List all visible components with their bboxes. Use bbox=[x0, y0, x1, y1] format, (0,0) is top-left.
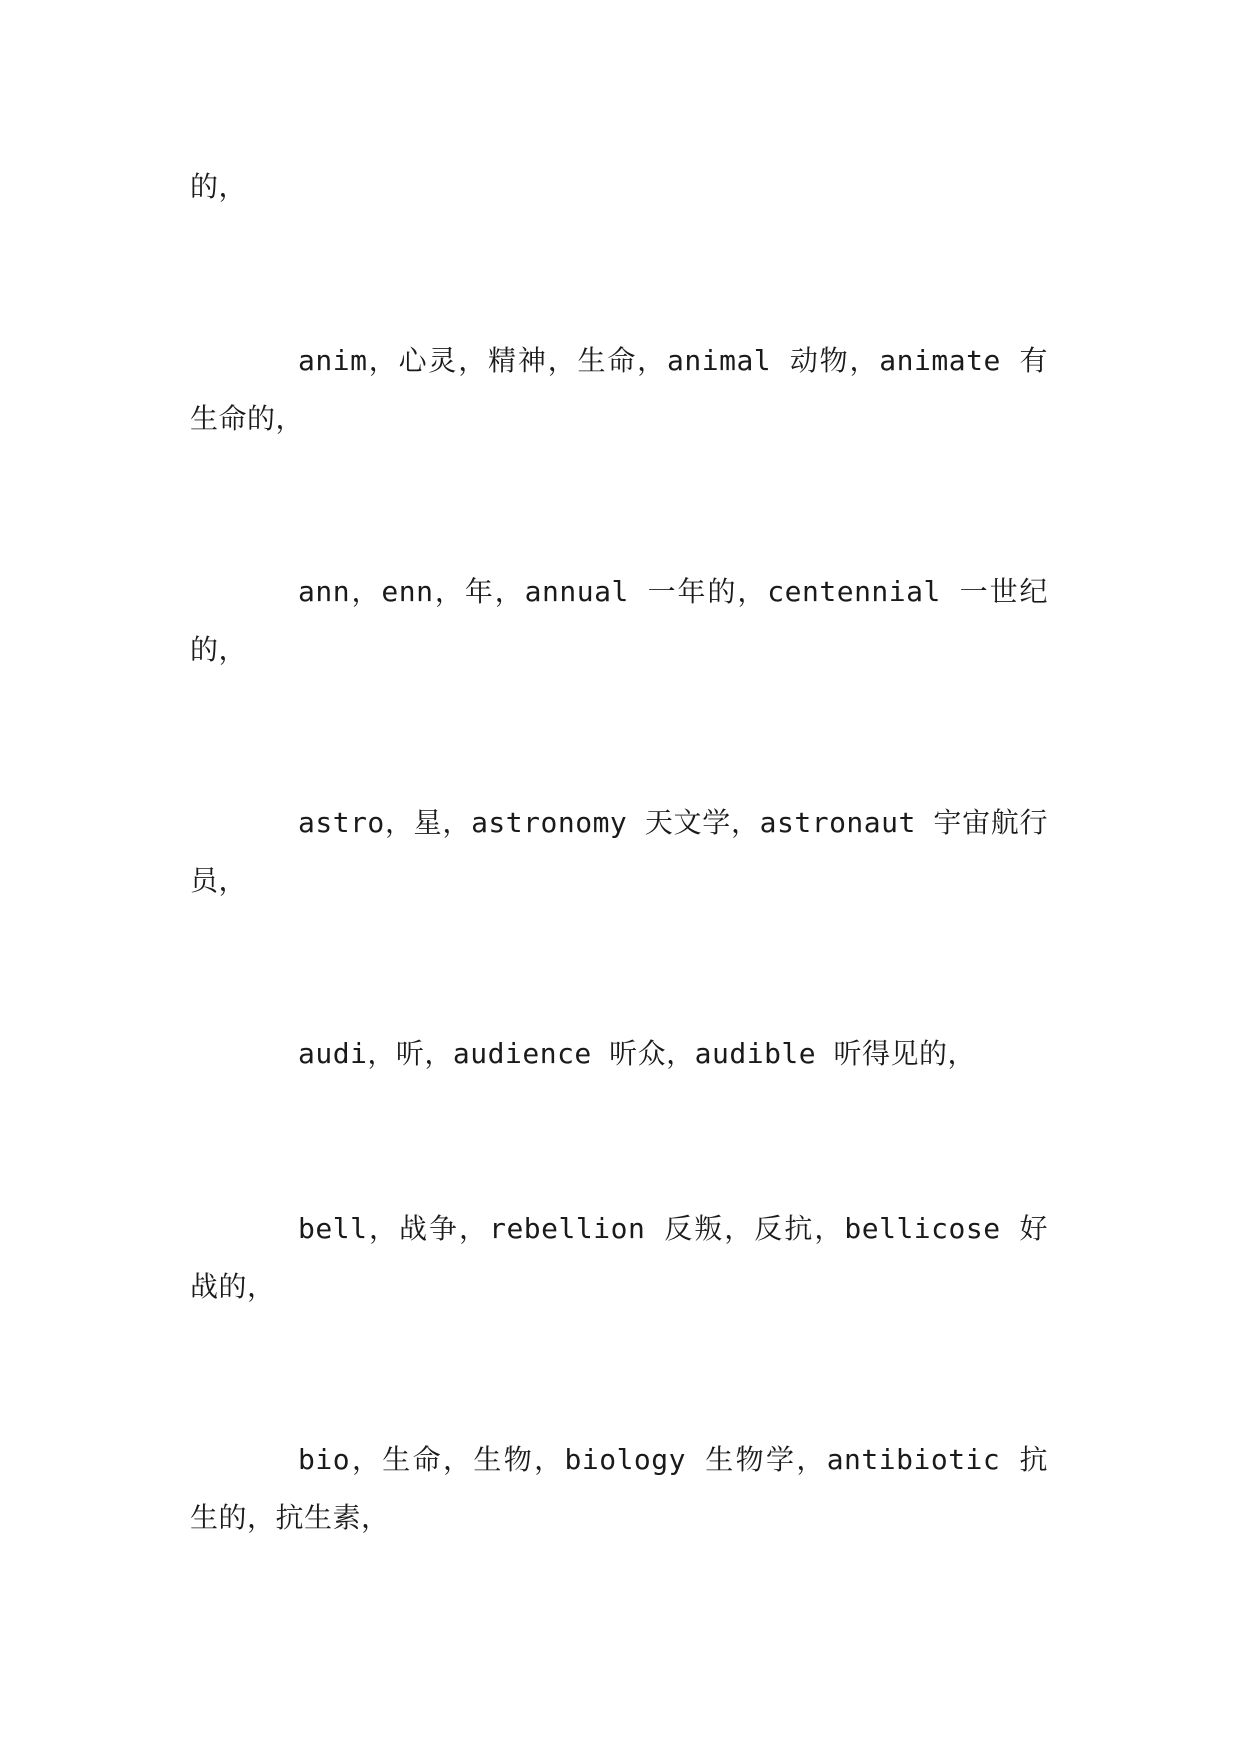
paragraph-anim: anim，心灵，精神，生命，animal 动物，animate 有生命的， bbox=[190, 344, 1048, 435]
paragraph-continuation: 的， bbox=[190, 170, 248, 203]
paragraph-astro: astro，星，astronomy 天文学，astronaut 宇宙航行员， bbox=[190, 806, 1048, 897]
paragraph-bio: bio，生命，生物，biology 生物学，antibiotic 抗生的，抗生素， bbox=[190, 1443, 1048, 1534]
paragraph-ann: ann，enn，年，annual 一年的，centennial 一世纪的， bbox=[190, 575, 1048, 666]
paragraph-audi: audi，听，audience 听众，audible 听得见的， bbox=[298, 1037, 977, 1070]
paragraph-bell: bell，战争，rebellion 反叛，反抗，bellicose 好战的， bbox=[190, 1212, 1048, 1303]
